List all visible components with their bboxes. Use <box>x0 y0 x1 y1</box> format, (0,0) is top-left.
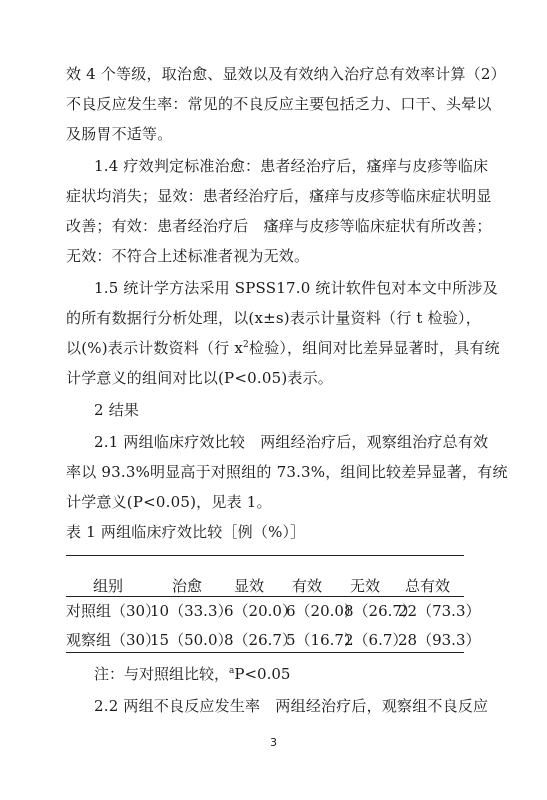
section-heading: 2 结果 <box>94 401 140 419</box>
note-superscript: a <box>229 666 235 676</box>
table-cell: 5（16.7） <box>286 631 359 649</box>
paragraph-line: 症状均消失；显效：患者经治疗后，瘙痒与皮疹等临床症状明显 <box>66 187 492 205</box>
paragraph-line: 2.1 两组临床疗效比较 两组经治疗后，观察组治疗总有效 <box>94 433 489 451</box>
table-top-rule <box>66 555 464 556</box>
table-cell: 8（26.7） <box>344 602 417 620</box>
table-cell: 22（73.3） <box>398 602 481 620</box>
table-header-cell: 总有效 <box>405 577 451 595</box>
paragraph-line: 1.5 统计学方法采用 SPSS17.0 统计软件包对本文中所涉及 <box>94 279 498 297</box>
table-cell: 28（93.3） <box>398 631 481 649</box>
table-cell: 2（6.7） <box>344 631 408 649</box>
table-header-rule <box>66 596 464 597</box>
table-cell: 对照组（30） <box>66 602 161 620</box>
paragraph-line: 及肠胃不适等。 <box>66 125 173 143</box>
table-bottom-rule <box>66 652 464 653</box>
note-suffix: P<0.05 <box>234 665 291 683</box>
line-part: 检验），组间对比差异显著时，具有统 <box>248 339 500 357</box>
superscript: 2 <box>243 340 249 350</box>
paragraph-line: 2.2 两组不良反应发生率 两组经治疗后，观察组不良反应 <box>94 697 489 715</box>
table-header-cell: 有效 <box>292 577 323 595</box>
paragraph-line: 改善；有效：患者经治疗后 瘙痒与皮疹等临床症状有所改善； <box>66 217 492 235</box>
paragraph-line: 不良反应发生率：常见的不良反应主要包括乏力、口干、头晕以 <box>66 95 492 113</box>
table-caption: 表 1 两组临床疗效比较［例（%）］ <box>66 523 306 541</box>
table-header-cell: 治愈 <box>172 577 203 595</box>
note-prefix: 注：与对照组比较， <box>94 665 230 683</box>
table-header-cell: 显效 <box>234 577 265 595</box>
paragraph-line: 1.4 疗效判定标准治愈：患者经治疗后，瘙痒与皮疹等临床 <box>94 157 489 175</box>
table-cell: 6（20.0） <box>286 602 359 620</box>
paragraph-line: 计学意义(P<0.05)，见表 1。 <box>66 493 272 511</box>
table-header-cell: 无效 <box>350 577 381 595</box>
paragraph-line: 计学意义的组间对比以(P<0.05)表示。 <box>66 369 333 387</box>
table-cell: 10（33.3） <box>150 602 233 620</box>
line-part: 以(%)表示计数资料（行 x <box>66 339 243 357</box>
paragraph-line: 无效：不符合上述标准者视为无效。 <box>66 247 310 265</box>
paragraph-line <box>66 338 500 358</box>
table-cell: 6（20.0） <box>224 602 297 620</box>
paragraph-line: 效 4 个等级，取治愈、显效以及有效纳入治疗总有效率计算（2） <box>66 65 506 83</box>
table-cell: 观察组（30） <box>66 631 161 649</box>
table-header-cell: 组别 <box>93 577 124 595</box>
page-number: 3 <box>270 736 277 749</box>
paragraph-line: 的所有数据行分析处理，以(x±s)表示计量资料（行 t 检验）， <box>66 309 481 327</box>
table-cell: 8（26.7） <box>224 631 297 649</box>
paragraph-line: 率以 93.3%明显高于对照组的 73.3%，组间比较差异显著，有统 <box>66 463 508 481</box>
table-cell: 15（50.0） <box>150 631 233 649</box>
table-note <box>94 664 290 684</box>
